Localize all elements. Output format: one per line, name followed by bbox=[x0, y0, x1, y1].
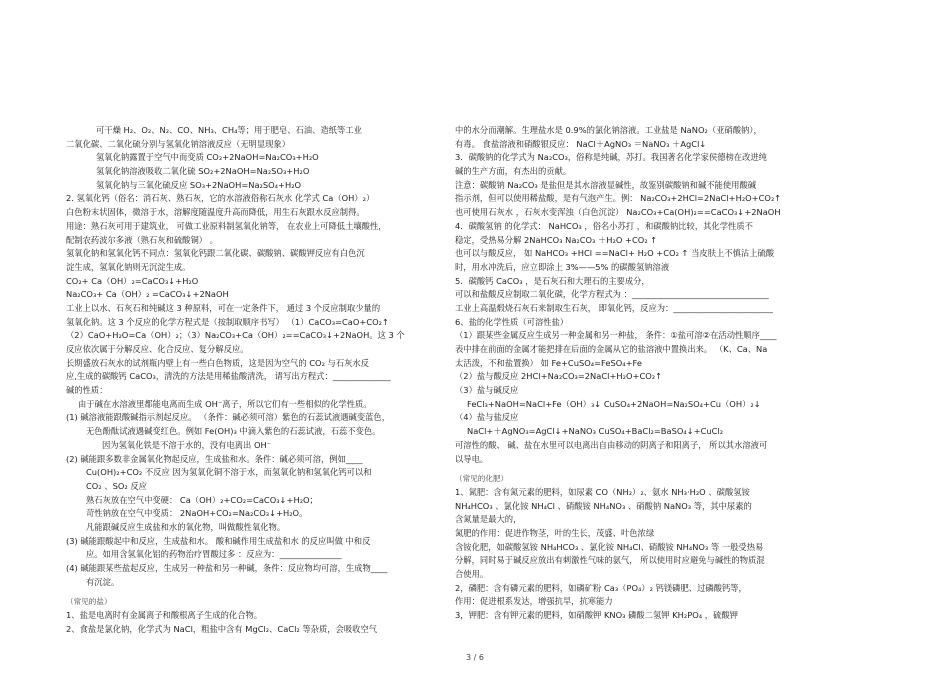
text-line: NaCl+＋AgNO₃=AgCl↓+NaNO₃ CuSO₄+BaCl₂=BaSO₄↓+CuCl₂ bbox=[467, 426, 724, 437]
text-line: 熟石灰放在空气中变硬： Ca（OH）₂+CO₂=CaCO₃↓+H₂O； bbox=[86, 494, 318, 505]
text-line: (4) 碱能跟某些盐起反应，生成另一种盐和另一种碱，条件：反应物均可溶，生成物____ bbox=[66, 563, 388, 573]
text-line: 氢氧化钠与三氧化硫反应 SO₃+2NaOH=Na₂SO₄+H₂O bbox=[96, 179, 302, 190]
text-line: 稳定，受热易分解 2NaHCO₃ Na₂CO₃ ＋H₂O +CO₂ ↑ bbox=[455, 234, 658, 245]
text-line: 3，钾肥：含有钾元素的肥料，如硝酸钾 KNO₃ 磷酸二氢钾 KH₂PO₄ ，硫酸钾 bbox=[455, 610, 738, 621]
text-line: 1、盐是电离时有金属离子和酸根离子生成的化合物。 bbox=[66, 610, 263, 621]
text-line: 表中排在前面的金属才能把排在后面的金属从它的盐溶液中置换出来。 （K、Ca、Na bbox=[455, 344, 768, 354]
text-line: 应。如用含氢氧化铝的药物治疗胃酸过多 ：反应为：_______________ bbox=[86, 549, 342, 560]
text-line: 白色粉末状固体，微溶于水，溶解度随温度升高而降低，用生石灰跟水反应制得。 bbox=[66, 207, 365, 218]
text-line: （4）盐与盐反应 bbox=[455, 412, 519, 423]
text-line: （3）盐与碱反应 bbox=[455, 385, 519, 396]
text-line: 作用：促进根系发达，增强抗旱，抗寒能力 bbox=[455, 596, 613, 607]
text-line: 可干燥 H₂、O₂、N₂、CO、NH₃、CH₄等；用于肥皂、石油、造纸等工业 bbox=[96, 125, 362, 135]
text-line: 5．碳酸钙 CaCO₃ ，是石灰石和大理石的主要成分， bbox=[455, 275, 650, 286]
text-line: CO₂ 、SO₂ 反应 bbox=[86, 480, 147, 491]
text-line: 凡能跟碱反应生成盐和水的氧化物，叫做酸性氧化物。 bbox=[86, 521, 286, 532]
text-line: 反应依次属于分解反应、化合反应、复分解反应。 bbox=[66, 344, 249, 354]
text-line: 有沉淀。 bbox=[86, 576, 120, 587]
text-line: 注意：碳酸钠 Na₂CO₃ 是盐但是其水溶液显碱性，故鉴别碳酸钠和碱不能使用酸碱 bbox=[455, 179, 757, 190]
right-column bbox=[455, 124, 850, 623]
text-line: 无色酚酞试液遇碱变红色。例如 Fe(OH)₃ 中滴入紫色的石蕊试液，石蕊不变色。 bbox=[86, 426, 381, 437]
text-line: 3．碳酸钠的化学式为 Na₂CO₃，俗称是纯碱，苏打。我国著名化学家侯德榜在改进纯 bbox=[455, 152, 767, 163]
text-line: NH₄HCO₃ 、氯化铵 NH₄Cl 、硝酸铵 NH₄NO₃ 、硝酸钠 NaNO₃ 等，其中尿素的 bbox=[455, 500, 752, 511]
text-line: 太活泼，不和盐置换） 如 Fe+CuSO₄=FeSO₄+Fe bbox=[455, 357, 642, 368]
text-line: 4．碳酸氢钠 的化学式： NaHCO₃ ，俗名小苏打 ，和碳酸钠比较，其化学性质不 bbox=[455, 220, 753, 231]
text-line: 也可使用石灰水 ，石灰水变浑浊（白色沉淀） Na₂CO₃+Ca(OH)₂==CaCO₃↓+2NaOH bbox=[455, 207, 781, 218]
text-line: 配制农药波尔多液（熟石灰和硫酸铜） 。 bbox=[66, 234, 218, 245]
text-line: 由于碱在水溶液里都能电离而生成 OH⁻离子，所以它们有一些相似的化学性质。 bbox=[78, 398, 372, 409]
text-line: CO₂+ Ca（OH）₂=CaCO₃↓+H₂O bbox=[66, 275, 199, 286]
text-line: 氢氧化钠溶液吸收二氧化硫 SO₂+2NaOH=Na₂SO₃+H₂O bbox=[96, 166, 310, 177]
text-line: Cu(OH)₂+CO₂ 不反应 因为氢氧化铜不溶于水，而氢氧化钠和氢氧化钙可以和 bbox=[86, 467, 372, 478]
text-line: 工业上高温煅烧石灰石来制取生石灰， 即氧化钙，反应为：________________________ bbox=[455, 302, 773, 313]
page-number: 3 / 6 bbox=[466, 653, 484, 662]
text-line: 苛性钠放在空气中变质： 2NaOH+CO₂=Na₂CO₃↓+H₂O。 bbox=[86, 508, 308, 519]
text-line: 因为氢氧化铁是不溶于水的，没有电离出 OH⁻ bbox=[102, 439, 272, 450]
text-line: 分解，同时易于碱反应放出有刺激性气味的氨气， 所以使用时应避免与碱性的物质混 bbox=[455, 555, 765, 566]
text-line: （2）CaO+H₂O=Ca（OH）₂；（3）Na₂CO₃+Ca（OH）₂==CaCO₃↓+2NaOH。这 3 个 bbox=[66, 330, 405, 341]
text-line: 淀生成，氢氧化钠则无沉淀生成。 bbox=[66, 261, 191, 272]
text-line: 2. 氢氧化钙（俗名：消石灰、熟石灰，它的水溶液俗称石灰水 化学式 Ca（OH）₂） bbox=[66, 193, 375, 204]
text-line: 长期盛放石灰水的试剂瓶内壁上有一些白色物质，这是因为空气的 CO₂ 与石灰水反 bbox=[66, 357, 370, 368]
text-line: 指示剂，但可以使用稀盐酸，是有气泡产生。例： Na₂CO₃+2HCl=2NaCl+H₂O+CO₂↑ bbox=[455, 193, 782, 204]
text-line: 2，磷肥：含有磷元素的肥料，如磷矿粉 Ca₃（PO₄）₂ 钙镁磷肥、过磷酸钙等， bbox=[455, 582, 747, 593]
text-line: 氢氧化钠和氢氧化钙不同点：氢氧化钙跟二氧化碳、碳酸钠、碳酸钾反应有白色沉 bbox=[66, 248, 365, 259]
text-line: (1) 碱溶液能跟酸碱指示剂起反应。 （条件：碱必须可溶）紫色的石蕊试液遇碱变蓝色， bbox=[66, 412, 391, 423]
text-line: 也可以与酸反应， 如 NaHCO₃ +HCl ==NaCl+ H₂O +CO₂ ↑ 当皮肤上不慎沾上硫酸 bbox=[455, 248, 775, 259]
text-line: 含氮量是最大的， bbox=[455, 514, 522, 525]
text-line: 氢氧化钠露置于空气中而变质 CO₂+2NaOH=Na₂CO₃+H₂O bbox=[96, 152, 319, 163]
text-line: 可溶性的酸、 碱、盐在水里可以电离出自由移动的阴离子和阳离子， 所以其水溶液可 bbox=[455, 439, 768, 450]
text-line: 碱的性质： bbox=[66, 385, 108, 396]
text-line: 可以和盐酸反应制取二氧化碳，化学方程式为 ：_________________________________ bbox=[455, 289, 769, 300]
text-line: 用途：熟石灰可用于建筑业， 可做工业原料制氢氧化钠等， 在农业上可降低土壤酸性， bbox=[66, 220, 387, 231]
text-line: 氮肥的作用：促进作物茎，叶的生长，茂盛、叶色浓绿 bbox=[455, 527, 655, 538]
text-line: 有毒。 食盐溶液和硝酸银反应： NaCl＋AgNO₃ ＝NaNO₃ ＋AgCl↓ bbox=[455, 138, 707, 149]
text-line: Na₂CO₃+ Ca（OH）₂ =CaCO₃↓+2NaOH bbox=[66, 289, 229, 300]
text-line: FeCl₃+NaOH=NaCl+Fe（OH）₃↓ CuSO₄+2NaOH=Na₂SO₄+Cu（OH）₂↓ bbox=[467, 398, 761, 409]
text-line: （1）跟某些金属反应生成另一种金属和另一种盐， 条件：①盐可溶②在活动性顺序____ bbox=[455, 330, 777, 341]
text-line: 时，用水冲洗后，应立即涂上 3%——5% 的碳酸氢钠溶液 bbox=[455, 261, 670, 272]
text-line: 应,生成的碳酸钙 CaCO₃，清洗的方法是用稀盐酸清洗， 请写出方程式：______________ bbox=[66, 371, 391, 382]
text-line: 6、盐的化学性质（可溶性盐） bbox=[455, 316, 569, 327]
text-line: （常见的盐） bbox=[66, 597, 112, 607]
text-line: 含铵化肥，如碳酸氢铵 NH₄HCO₃ 、氯化铵 NH₄Cl、硝酸铵 NH₄NO₃ 等 一般受热易 bbox=[455, 541, 764, 552]
text-line: 合使用。 bbox=[455, 569, 489, 579]
text-line: 中的水分而潮解。生理盐水是 0.9%的氯化钠溶液。工业盐是 NaNO₂（亚硝酸钠）， bbox=[455, 125, 762, 135]
text-line: 二氧化碳、二氧化硫分别与氢氧化钠溶液反应（无明显现象） bbox=[66, 138, 291, 149]
left-column bbox=[66, 124, 448, 636]
text-line: 以导电。 bbox=[455, 453, 489, 464]
text-line: (3) 碱能跟酸起中和反应，生成盐和水。 酸和碱作用生成盐和水 的反应叫做 中和反 bbox=[66, 535, 371, 546]
text-line: 1、氮肥：含有氮元素的肥料，如尿素 CO（NH₂）₂、氨水 NH₃·H₂O 、碳酸氢铵 bbox=[455, 486, 750, 497]
text-line: 氢氧化钠。这 3 个反应的化学方程式是（按制取顺序书写） （1）CaCO₃=CaO+CO₂↑ bbox=[66, 316, 389, 327]
text-line: 碱的生产方面，有杰出的贡献。 bbox=[455, 166, 572, 177]
text-line: 工业上以水、石灰石和纯碱这 3 种原料，可在一定条件下， 通过 3 个反应制取少量的 bbox=[66, 302, 381, 313]
text-line: (2) 碱能跟多数非金属氧化物起反应，生成盐和水。条件：碱必须可溶，例如____ bbox=[66, 453, 363, 464]
text-line: 2、食盐是氯化钠，化学式为 NaCl，粗盐中含有 MgCl₂、CaCl₂ 等杂质，会吸收空气 bbox=[66, 623, 378, 634]
text-line: （2）盐与酸反应 2HCl+Na₂CO₃=2NaCl+H₂O+CO₂↑ bbox=[455, 371, 663, 382]
text-line: （常见的化肥） bbox=[455, 474, 509, 484]
